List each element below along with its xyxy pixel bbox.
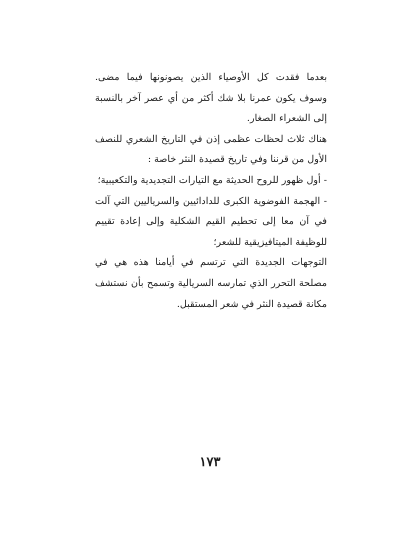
paragraph-continuation: بعدما فقدت كل الأوصياء الذين يصونونها فيما مضى. وسوف يكون عمرنا بلا شك أكثر من أي عصر آخر بالنسبة إلى الشعراء الصغار. [95,72,327,125]
paragraph-new-directions: التوجهات الجديدة التي ترتسم في أيامنا هذه هي في مصلحة التحرر الذي تمارسه السريالية وتسمح بأن نستشف مكانة قصيدة النثر في شعر المستقبل. [95,257,327,310]
page-number: ١٧٣ [199,455,221,470]
paragraph-three-moments: هناك ثلاث لحظات عظمى إذن في التاريخ الشعري للنصف الأول من قرننا وفي تاريخ قصيدة النثر خاصة : [95,133,327,166]
list-item-modern-spirit: - أول ظهور للروح الحديثة مع التيارات التجديدية والتكعيبية؛ [97,174,327,186]
body-text [95,68,327,315]
list-item-dada-surrealism: - الهجمة الفوضوية الكبرى للدادائيين والسرياليين التي آلت في آن معا إلى تحطيم القيم الشكلية وإلى إعادة تقييم للوظيفة الميتافيزيقية للشعر؛ [95,195,327,248]
